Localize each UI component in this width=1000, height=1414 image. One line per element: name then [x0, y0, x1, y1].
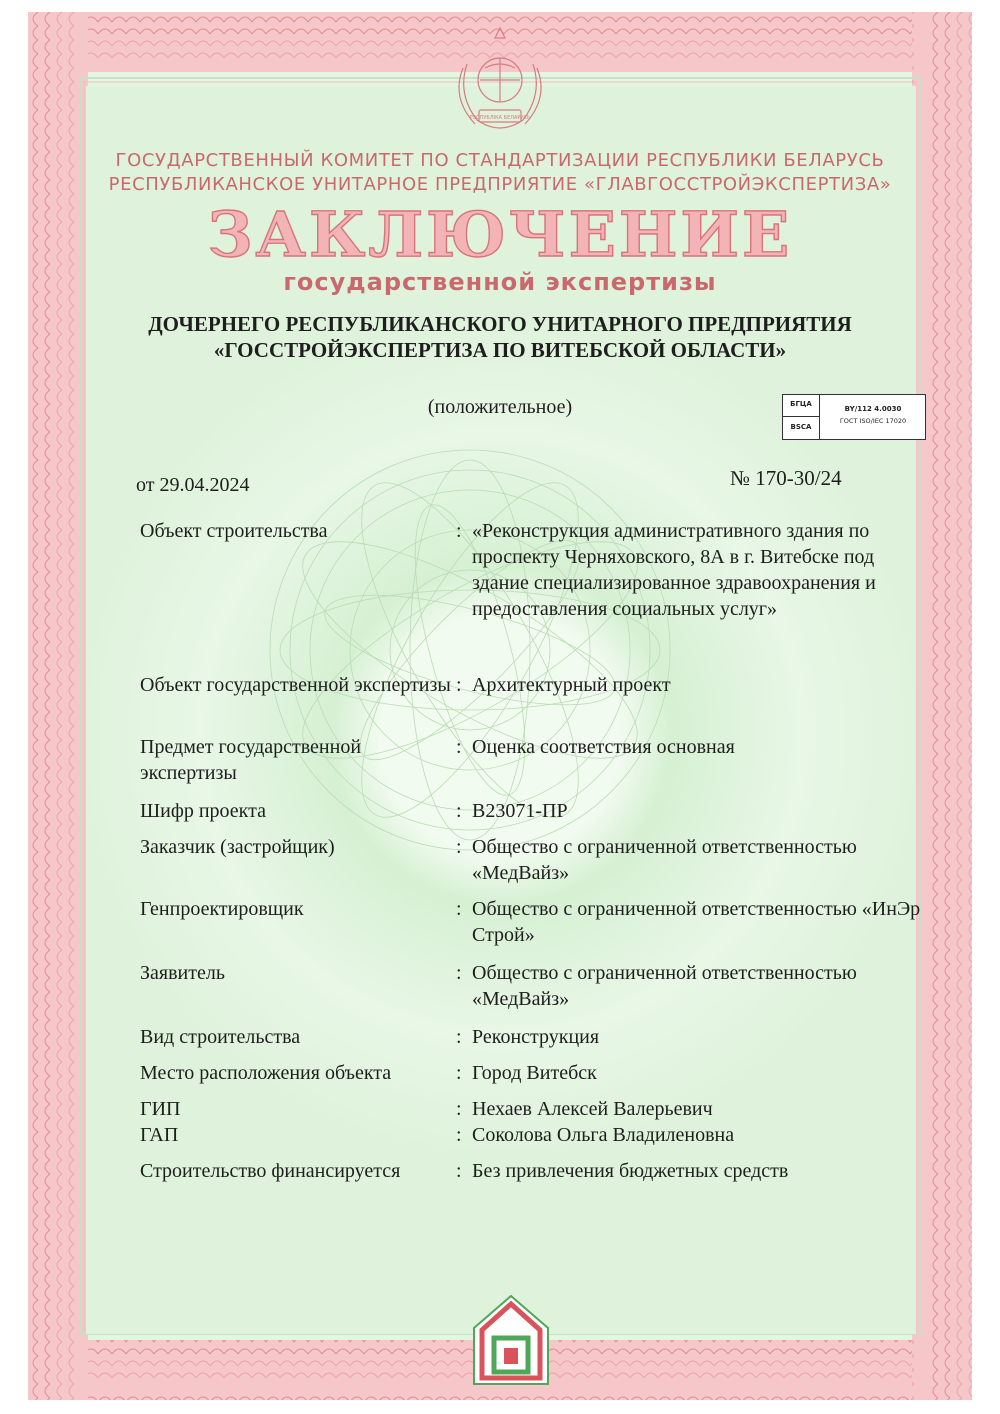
field-separator: :	[456, 962, 462, 984]
document-title: ЗАКЛЮЧЕНИЕ	[207, 198, 793, 271]
field-separator: :	[456, 736, 462, 758]
field-label: ГИП	[140, 1098, 181, 1120]
accreditation-divider	[783, 416, 819, 417]
field-separator: :	[456, 800, 462, 822]
accreditation-standard: ГОСТ ISO/IEC 17020	[839, 417, 907, 425]
guilloche-rosette	[260, 440, 680, 860]
field-label: ГАП	[140, 1124, 179, 1146]
document-subtitle: государственной экспертизы	[283, 268, 717, 296]
field-separator: :	[456, 836, 462, 858]
accreditation-label-top: БГЦА	[790, 400, 812, 408]
state-emblem-icon	[447, 24, 553, 140]
field-value: Без привлечения бюджетных средств	[472, 1160, 789, 1182]
enterprise-name: РЕСПУБЛИКАНСКОЕ УНИТАРНОЕ ПРЕДПРИЯТИЕ «ГЛАВГОССТРОЙЭКСПЕРТИЗА»	[108, 174, 892, 195]
field-label: Место расположения объекта	[140, 1062, 392, 1084]
field-value: Архитектурный проект	[472, 674, 671, 696]
field-value: Оценка соответствия основная	[472, 736, 735, 758]
accreditation-separator	[819, 395, 820, 439]
field-value: Общество с ограниченной ответственностью «ИнЭр Строй»	[472, 898, 921, 946]
field-label: Предмет государственной экспертизы	[140, 736, 362, 784]
emblem-ribbon-text: РЭСПУБЛІКА БЕЛАРУСЬ	[469, 115, 531, 121]
field-label: Объект строительства	[140, 520, 328, 542]
field-separator: :	[456, 674, 462, 696]
field-label: Объект государственной экспертизы	[140, 674, 451, 696]
field-label: Заказчик (застройщик)	[140, 836, 335, 858]
field-separator: :	[456, 1062, 462, 1084]
accreditation-number: BY/112 4.0030	[844, 405, 902, 413]
field-label: Заявитель	[140, 962, 225, 984]
field-label: Строительство финансируется	[140, 1160, 401, 1182]
field-separator: :	[456, 1026, 462, 1048]
accreditation-label-bottom: BSCA	[790, 423, 812, 431]
document-number: № 170-30/24	[730, 466, 842, 490]
field-value: Нехаев Алексей Валерьевич	[472, 1098, 713, 1120]
house-logo-icon	[470, 1292, 552, 1390]
field-separator: :	[456, 1160, 462, 1182]
issue-date: от 29.04.2024	[136, 474, 250, 496]
field-separator: :	[456, 898, 462, 920]
field-separator: :	[456, 1098, 462, 1120]
field-value: Город Витебск	[472, 1062, 597, 1084]
field-label: Вид строительства	[140, 1026, 301, 1048]
field-value: Общество с ограниченной ответственностью «МедВайз»	[472, 962, 857, 1010]
issuer-line-2: «ГОССТРОЙЭКСПЕРТИЗА ПО ВИТЕБСКОЙ ОБЛАСТИ»	[213, 338, 787, 362]
field-value: Реконструкция	[472, 1026, 600, 1048]
accreditation-stamp	[782, 394, 926, 440]
field-label: Генпроектировщик	[140, 898, 304, 920]
field-value: Общество с ограниченной ответственностью «МедВайз»	[472, 836, 857, 884]
field-separator: :	[456, 1124, 462, 1146]
field-separator: :	[456, 520, 462, 542]
committee-name: ГОСУДАРСТВЕННЫЙ КОМИТЕТ ПО СТАНДАРТИЗАЦИИ РЕСПУБЛИКИ БЕЛАРУСЬ	[115, 150, 885, 171]
field-value: Соколова Ольга Владиленовна	[472, 1124, 735, 1146]
field-value: «Реконструкция административного здания по проспекту Черняховского, 8А в г. Витебске под здание специализированное здравоохранения и предоставления социальных услуг»	[472, 520, 876, 620]
issuer-line-1: ДОЧЕРНЕГО РЕСПУБЛИКАНСКОГО УНИТАРНОГО ПРЕДПРИЯТИЯ	[148, 312, 852, 336]
field-label: Шифр проекта	[140, 800, 266, 822]
verdict: (положительное)	[427, 396, 573, 418]
field-value: В23071-ПР	[472, 800, 568, 822]
